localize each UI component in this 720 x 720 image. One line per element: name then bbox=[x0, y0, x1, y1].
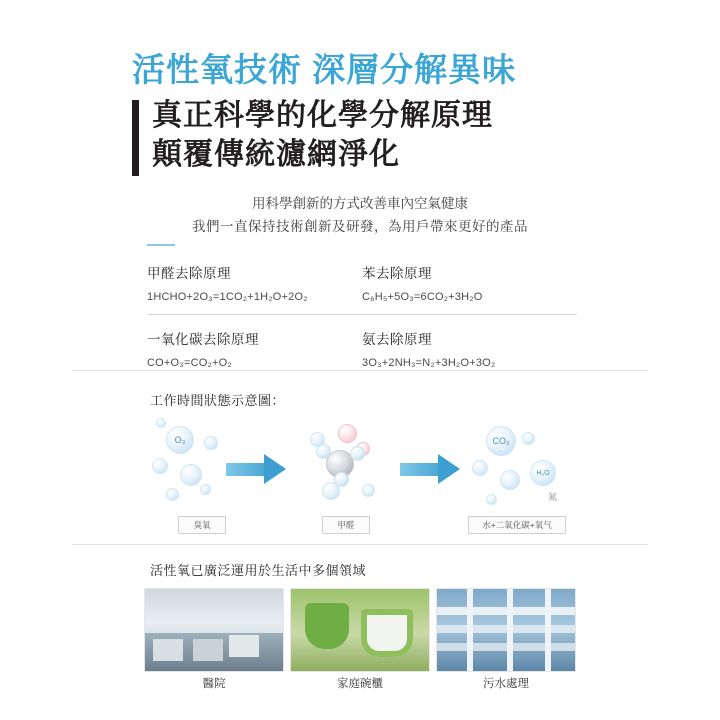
application-caption: 家庭碗櫃 bbox=[337, 678, 383, 690]
formula-row-1 bbox=[147, 262, 577, 303]
lead-line-1: 用科學創新的方式改善車內空氣健康 bbox=[252, 196, 468, 211]
bubble-decor bbox=[486, 494, 497, 505]
diagram-title: 工作時間狀態示意圖： bbox=[150, 393, 286, 408]
formula-divider-right bbox=[362, 314, 577, 315]
formula-cell-benzene bbox=[362, 262, 577, 303]
diagram-caption-ozone: 臭氧 bbox=[178, 516, 226, 534]
lead-paragraph bbox=[0, 192, 720, 238]
formula-divider-row bbox=[147, 303, 577, 328]
ozone-bubble: O₃ bbox=[166, 426, 194, 454]
formula-equation: 1HCHO+2O₃=1CO₂+1H₂O+2O₂ bbox=[147, 291, 308, 303]
subheadline-accent-bar bbox=[132, 100, 139, 176]
section-divider-top bbox=[72, 370, 648, 371]
working-principle-diagram bbox=[150, 412, 570, 537]
formula-cell-formaldehyde bbox=[147, 262, 362, 303]
co2-bubble: CO₂ bbox=[486, 426, 516, 456]
subheadline-text bbox=[152, 96, 493, 174]
formula-divider-left bbox=[147, 314, 362, 315]
formula-title: 一氧化碳去除原理 bbox=[147, 332, 259, 347]
subheadline-block bbox=[132, 96, 493, 176]
formula-title: 苯去除原理 bbox=[362, 266, 432, 281]
bubble-decor bbox=[500, 470, 520, 490]
application-caption: 污水處理 bbox=[483, 678, 529, 690]
application-photo-kitchen-cabinet bbox=[290, 588, 430, 690]
application-photo-sewage-treatment bbox=[436, 588, 576, 690]
subheadline-line-1: 真正科學的化學分解原理 bbox=[152, 99, 493, 132]
page-headline: 活性氧技術 深層分解異味 bbox=[132, 51, 517, 88]
bubble-decor bbox=[522, 432, 535, 445]
section-divider-bottom bbox=[72, 544, 648, 545]
diagram-caption-formaldehyde: 甲醛 bbox=[322, 516, 370, 534]
formula-equation: C₆H₅+5O₃=6CO₂+3H₂O bbox=[362, 291, 483, 303]
formula-grid bbox=[147, 262, 577, 369]
diagram-side-label: 氮 bbox=[548, 492, 558, 502]
application-photo-hospital bbox=[144, 588, 284, 690]
h2o-bubble: H₂O bbox=[530, 460, 556, 486]
formula-row-2 bbox=[147, 328, 577, 369]
formula-equation: 3O₃+2NH₃=N₂+3H₂O+3O₂ bbox=[362, 357, 496, 369]
lead-line-2: 我們一直保持技術創新及研發，為用戶帶來更好的產品 bbox=[192, 219, 528, 234]
diagram-caption-products: 水+二氧化碳+氧气 bbox=[468, 516, 566, 534]
bubble-decor bbox=[472, 460, 488, 476]
subheadline-line-2: 顛覆傳統濾網淨化 bbox=[152, 138, 400, 171]
formula-cell-carbon-monoxide bbox=[147, 328, 362, 369]
formula-equation: CO+O₃=CO₂+O₂ bbox=[147, 357, 232, 369]
formula-title: 甲醛去除原理 bbox=[147, 266, 231, 281]
application-caption: 醫院 bbox=[202, 678, 226, 690]
applications-photo-row bbox=[144, 588, 576, 690]
applications-title: 活性氧已廣泛運用於生活中多個領域 bbox=[150, 563, 367, 578]
formula-cell-ammonia bbox=[362, 328, 577, 369]
lead-divider bbox=[147, 244, 175, 246]
formula-title: 氨去除原理 bbox=[362, 332, 432, 347]
